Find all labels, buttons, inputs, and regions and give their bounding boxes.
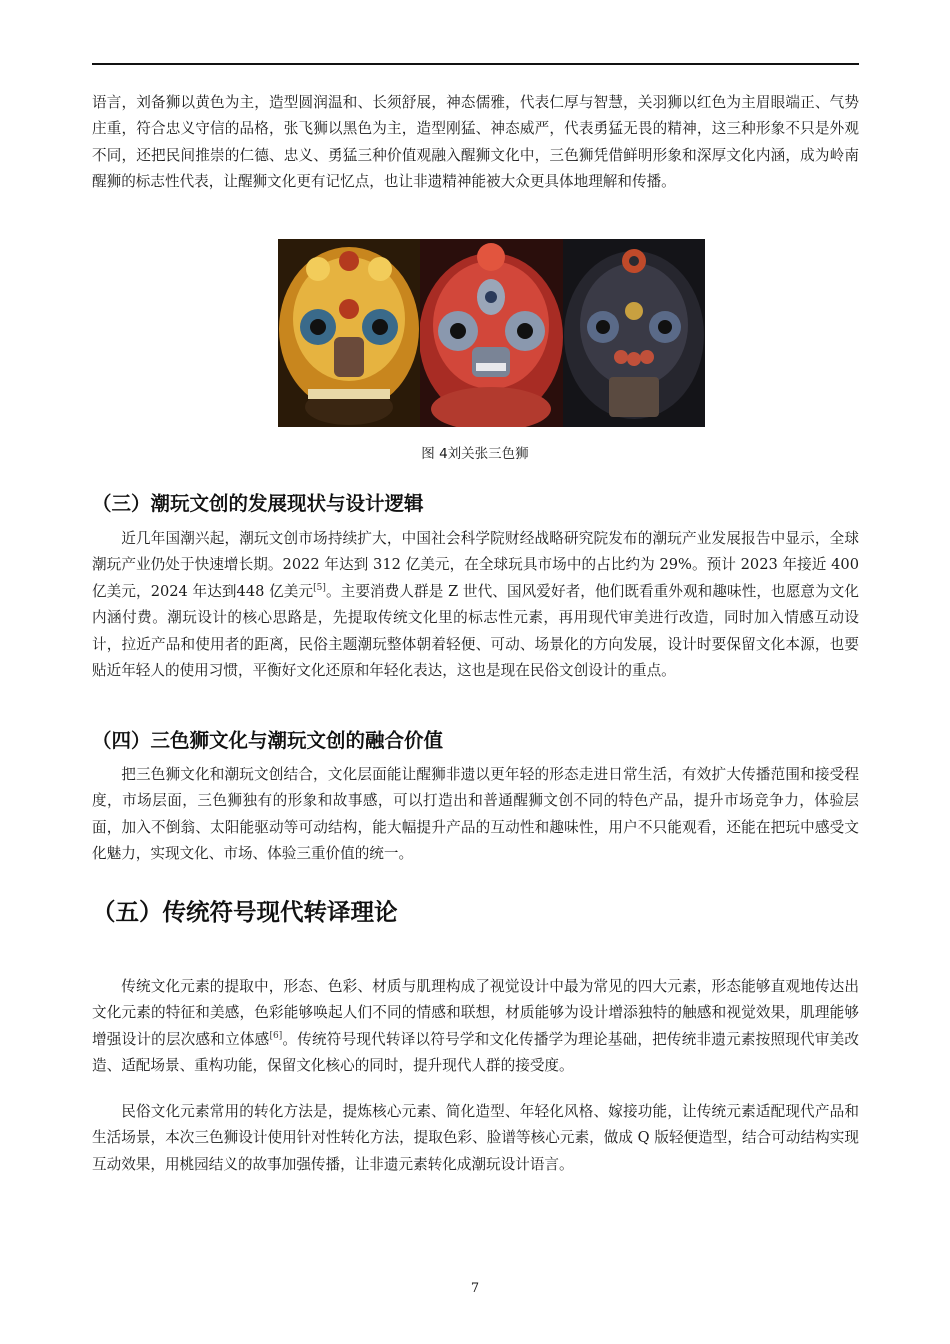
paragraph-translation-theory (92, 974, 859, 1080)
paragraph-text: 近几年国潮兴起，潮玩文创市场持续扩大，中国社会科学院财经战略研究院发布的潮玩产业发展报告中显示，全球潮玩产业仍处于快速增长期。2022 年达到 312 亿美元，在全球玩具市场中的占比约为 29%。预计 2023 年接近 400 亿美元，2024 年达到448 亿美元 (92, 530, 859, 600)
figure-caption: 图 4刘关张三色狮 (421, 446, 529, 462)
paragraph-fusion-value: 把三色狮文化和潮玩文创结合，文化层面能让醒狮非遗以更年轻的形态走进日常生活，有效扩大传播范围和接受程度，市场层面，三色狮独有的形象和故事感，可以打造出和普通醒狮文创不同的特色产品，提升市场竞争力，体验层面，加入不倒翁、太阳能驱动等可动结构，能大幅提升产品的互动性和趣味性，用户不只能观看，还能在把玩中感受文化魅力，实现文化、市场、体验三重价值的统一。 (92, 766, 859, 863)
section-heading-4: （四）三色狮文化与潮玩文创的融合价值 (92, 729, 444, 752)
figure-three-color-lions (278, 239, 705, 427)
lion-image-black (563, 239, 705, 427)
paragraph-text: 。传统符号现代转译以符号学和文化传播学为理论基础，把传统非遗元素按照现代审美改造、适配场景、重构功能，保留文化核心的同时，提升现代人群的接受度。 (92, 1030, 859, 1075)
citation-ref: [6] (269, 1030, 283, 1041)
paragraph-text: 。主要消费人群是 Z 世代、国风爱好者，他们既看重外观和趣味性，也愿意为文化内涵付费。潮玩设计的核心思路是，先提取传统文化里的标志性元素，再用现代审美进行改造，同时加入情感互动设计，拉近产品和使用者的距离，民俗主题潮玩整体朝着轻便、可动、场景化的方向发展，设计时要保留文化本源，也要贴近年轻人的使用习惯，平衡好文化还原和年轻化表达，这也是现在民俗文创设计的重点。 (92, 582, 859, 680)
section-heading-5: （五）传统符号现代转译理论 (92, 898, 398, 926)
header-rule (92, 63, 859, 65)
page-number: 7 (470, 1281, 480, 1296)
paragraph-market-status (92, 526, 859, 684)
paragraph-transform-method: 民俗文化元素常用的转化方法是，提炼核心元素、简化造型、年轻化风格、嫁接功能，让传统元素适配现代产品和生活场景，本次三色狮设计使用针对性转化方法，提取色彩、脸谱等核心元素，做成 Q 版轻便造型，结合可动结构实现互动效果，用桃园结义的故事加强传播，让非遗元素转化成潮玩设计语言。 (92, 1103, 859, 1173)
lion-image-yellow (278, 239, 420, 427)
lion-image-red (420, 239, 563, 427)
section-heading-3: （三）潮玩文创的发展现状与设计逻辑 (92, 492, 424, 515)
paragraph-text: 传统文化元素的提取中，形态、色彩、材质与肌理构成了视觉设计中最为常见的四大元素，形态能够直观地传达出文化元素的特征和美感，色彩能够唤起人们不同的情感和联想，材质能够为设计增添独特的触感和视觉效果，肌理能够增强设计的层次感和立体感 (92, 978, 859, 1048)
citation-ref: [5] (313, 582, 326, 593)
paragraph-lion-colors: 语言，刘备狮以黄色为主，造型圆润温和、长须舒展，神态儒雅，代表仁厚与智慧，关羽狮以红色为主眉眼端正、气势庄重，符合忠义守信的品格，张飞狮以黑色为主，造型刚猛、神态威严，代表勇猛无畏的精神，这三种形象不只是外观不同，还把民间推崇的仁德、忠义、勇猛三种价值观融入醒狮文化中，三色狮凭借鲜明形象和深厚文化内涵，成为岭南醒狮的标志性代表，让醒狮文化更有记忆点，也让非遗精神能被大众更具体地理解和传播。 (92, 94, 859, 191)
